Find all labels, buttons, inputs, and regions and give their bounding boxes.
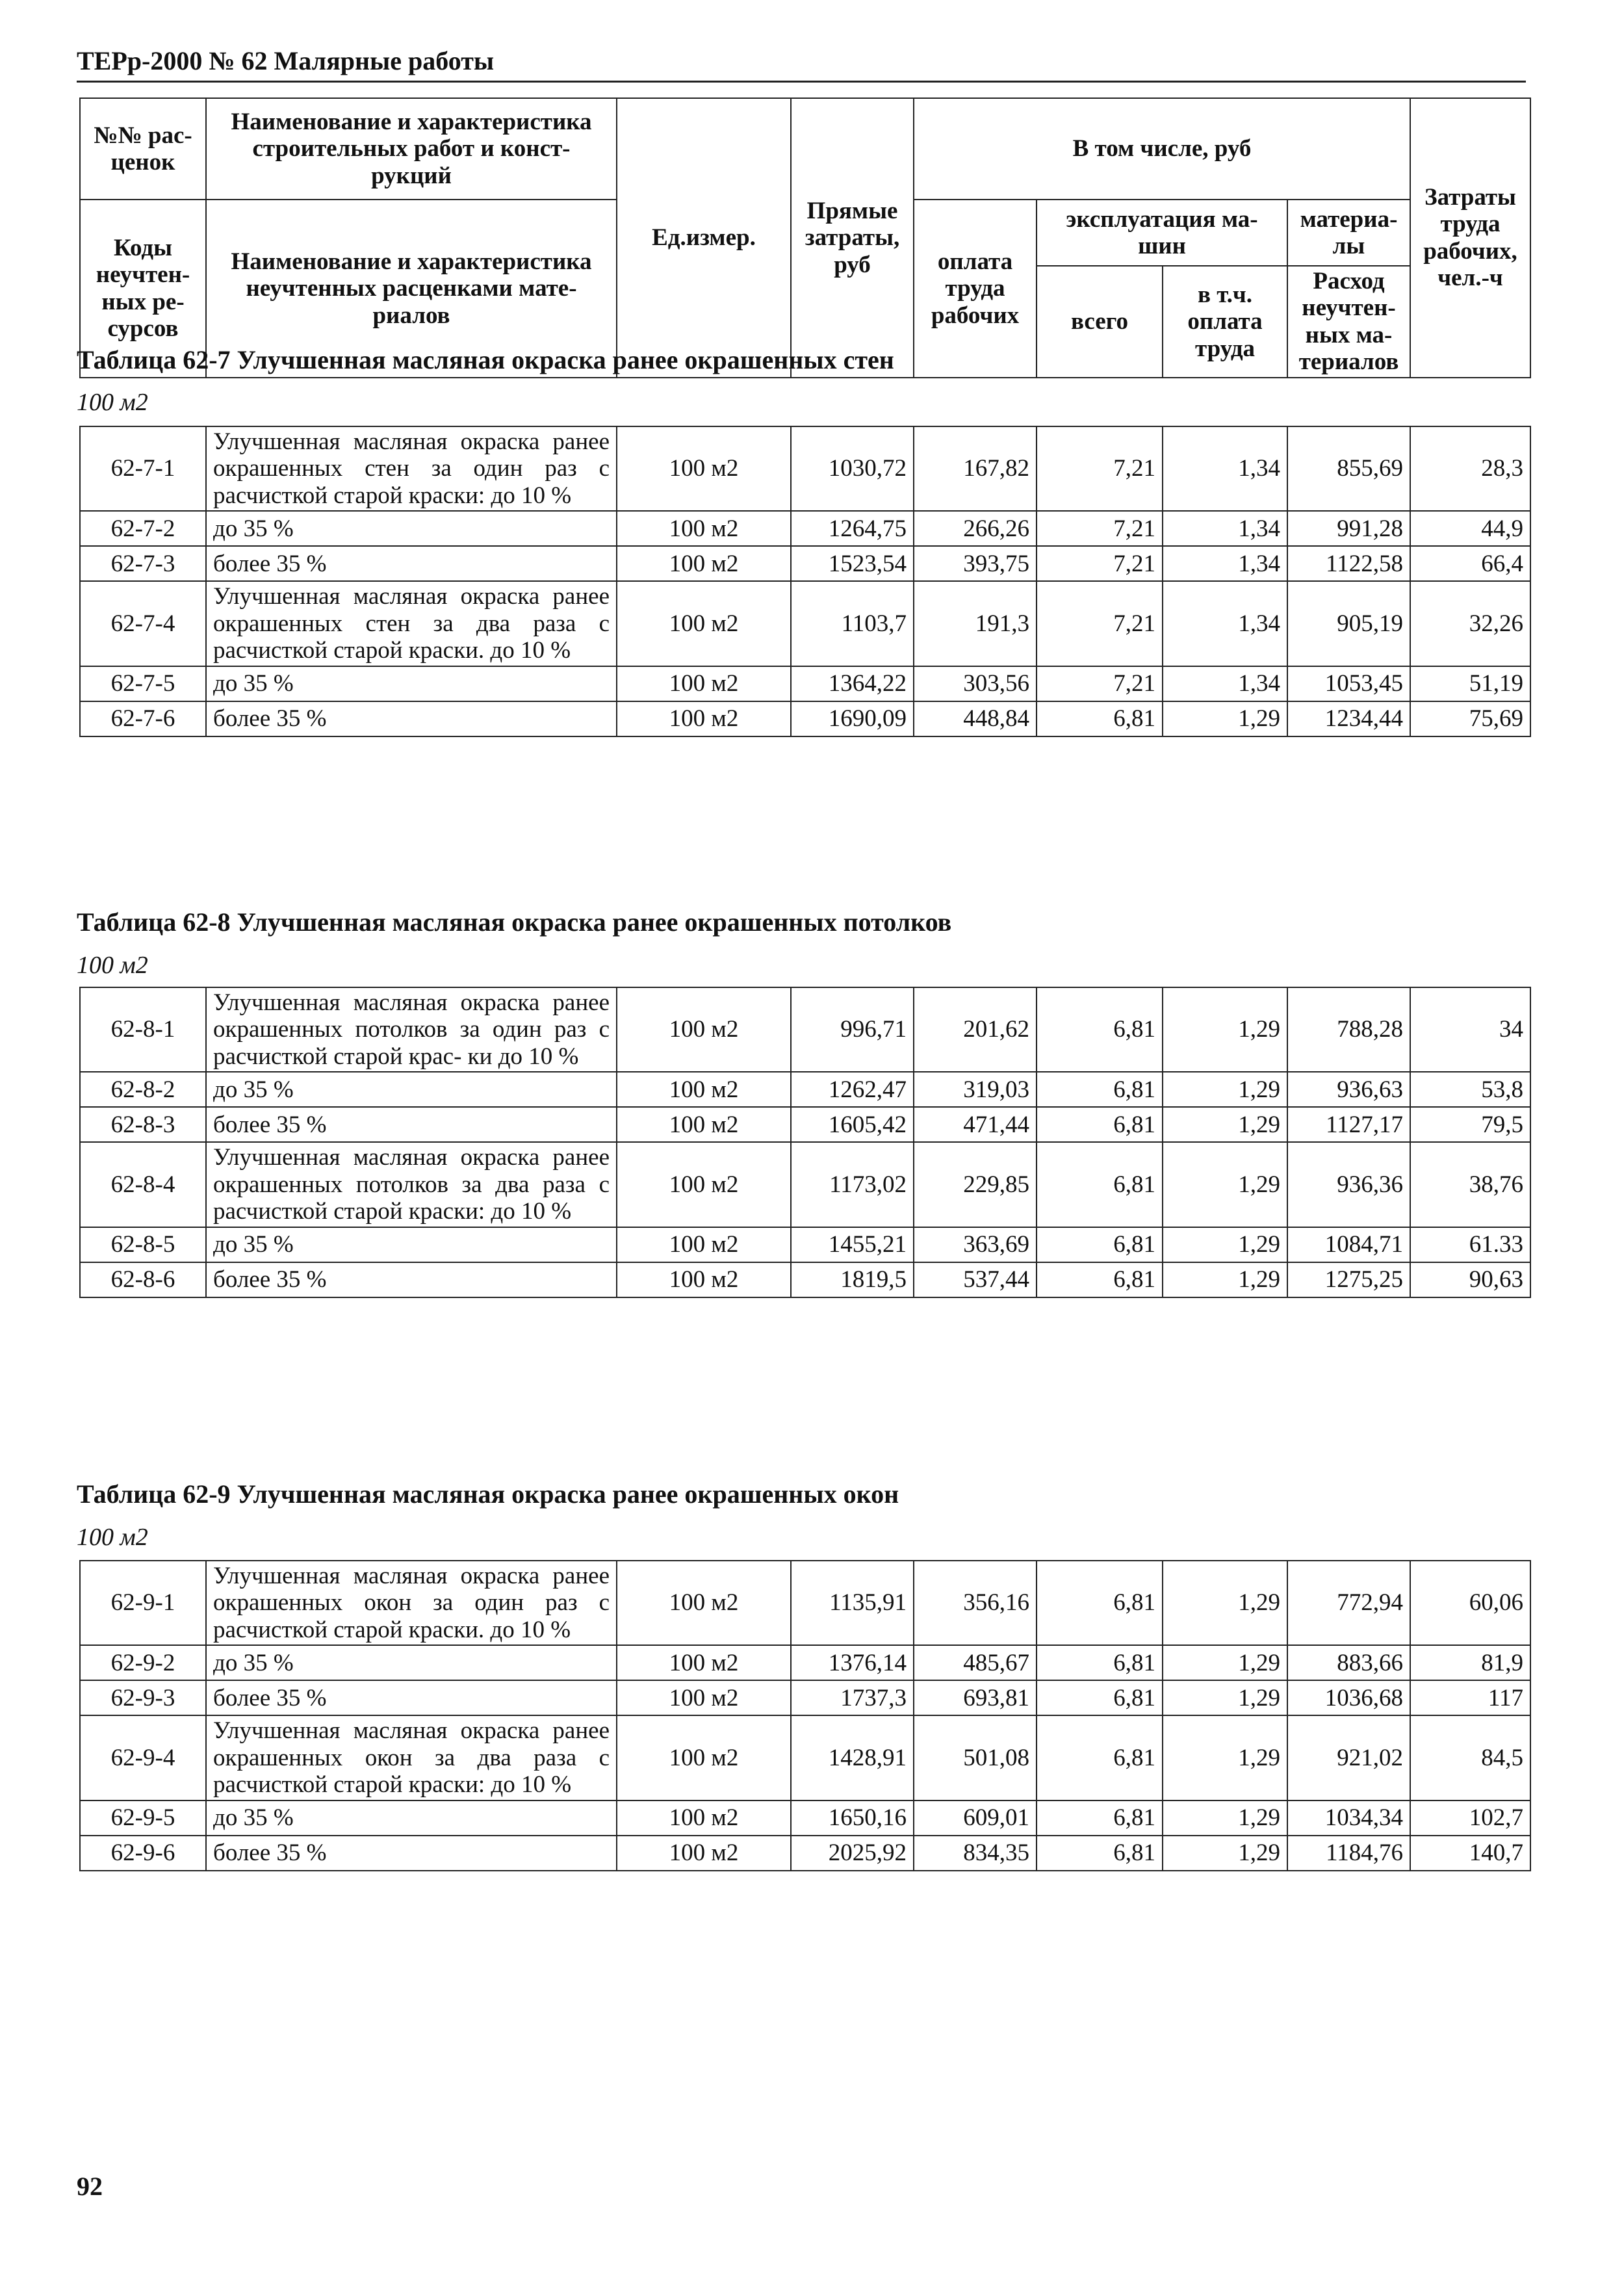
labor-hours: 90,63: [1410, 1262, 1530, 1297]
materials-cost: 936,36: [1287, 1142, 1410, 1227]
direct-cost: 1103,7: [791, 581, 914, 666]
hdr-direct: Прямые затраты, руб: [791, 98, 914, 378]
rate-name: Улучшенная масляная окраска ранее окрашенных окон за два раза с расчисткой старой краски: до 10 %: [206, 1715, 617, 1800]
machines-cost: 6,81: [1037, 1645, 1163, 1680]
rate-unit: 100 м2: [617, 581, 791, 666]
rate-unit: 100 м2: [617, 546, 791, 581]
direct-cost: 1523,54: [791, 546, 914, 581]
hdr-machines-labor: в т.ч. оплата труда: [1163, 266, 1287, 378]
hdr-labor-pay: оплата труда рабочих: [914, 200, 1037, 378]
hdr-unit: Ед.измер.: [617, 98, 791, 378]
materials-cost: 1053,45: [1287, 666, 1410, 701]
rate-unit: 100 м2: [617, 426, 791, 511]
rate-unit: 100 м2: [617, 987, 791, 1072]
rate-code: 62-7-1: [80, 426, 206, 511]
machines-cost: 6,81: [1037, 987, 1163, 1072]
table-62-9: [79, 1560, 1531, 1871]
table-row: [80, 1142, 1530, 1227]
table-row: [80, 1800, 1530, 1836]
rate-code: 62-8-5: [80, 1227, 206, 1262]
machines-labor-cost: 1,34: [1163, 426, 1287, 511]
table-row: [80, 1107, 1530, 1142]
rate-unit: 100 м2: [617, 511, 791, 546]
hdr-materials: материа- лы: [1287, 200, 1410, 266]
direct-cost: 1264,75: [791, 511, 914, 546]
labor-hours: 102,7: [1410, 1800, 1530, 1836]
hdr-machines-total: всего: [1037, 266, 1163, 378]
labor-hours: 32,26: [1410, 581, 1530, 666]
table-row: [80, 511, 1530, 546]
machines-labor-cost: 1,29: [1163, 1262, 1287, 1297]
rate-name: Улучшенная масляная окраска ранее окрашенных стен за один раз с расчисткой старой краски: до 10 %: [206, 426, 617, 511]
labor-cost: 363,69: [914, 1227, 1037, 1262]
rate-code: 62-7-2: [80, 511, 206, 546]
table-row: [80, 1645, 1530, 1680]
labor-hours: 84,5: [1410, 1715, 1530, 1800]
direct-cost: 1262,47: [791, 1072, 914, 1107]
machines-labor-cost: 1,29: [1163, 1645, 1287, 1680]
machines-labor-cost: 1,29: [1163, 987, 1287, 1072]
rate-name: более 35 %: [206, 1680, 617, 1715]
rate-name: более 35 %: [206, 1836, 617, 1871]
direct-cost: 1455,21: [791, 1227, 914, 1262]
page-number: 92: [77, 2172, 103, 2201]
machines-cost: 6,81: [1037, 1561, 1163, 1645]
labor-hours: 44,9: [1410, 511, 1530, 546]
materials-cost: 883,66: [1287, 1645, 1410, 1680]
materials-cost: 1184,76: [1287, 1836, 1410, 1871]
labor-cost: 303,56: [914, 666, 1037, 701]
machines-cost: 7,21: [1037, 581, 1163, 666]
machines-cost: 6,81: [1037, 1142, 1163, 1227]
table-row: [80, 1262, 1530, 1297]
rate-code: 62-7-4: [80, 581, 206, 666]
machines-cost: 6,81: [1037, 1262, 1163, 1297]
rate-code: 62-7-5: [80, 666, 206, 701]
table-62-7-title: Таблица 62-7 Улучшенная масляная окраска ранее окрашенных стен: [77, 345, 894, 374]
rate-name: более 35 %: [206, 1107, 617, 1142]
hdr-name: Наименование и характеристика строительных работ и конст- рукций: [206, 98, 617, 200]
machines-cost: 6,81: [1037, 1227, 1163, 1262]
direct-cost: 1030,72: [791, 426, 914, 511]
rate-code: 62-9-4: [80, 1715, 206, 1800]
rate-unit: 100 м2: [617, 701, 791, 736]
labor-cost: 693,81: [914, 1680, 1037, 1715]
table-row: [80, 987, 1530, 1072]
machines-cost: 6,81: [1037, 1715, 1163, 1800]
machines-labor-cost: 1,29: [1163, 1107, 1287, 1142]
rate-unit: 100 м2: [617, 1227, 791, 1262]
table-row: [80, 1836, 1530, 1871]
labor-cost: 319,03: [914, 1072, 1037, 1107]
materials-cost: 1275,25: [1287, 1262, 1410, 1297]
column-header-table: [79, 98, 1531, 378]
rate-name: Улучшенная масляная окраска ранее окрашенных потолков за один раз с расчисткой старой крас- ки до 10 %: [206, 987, 617, 1072]
labor-cost: 191,3: [914, 581, 1037, 666]
rate-unit: 100 м2: [617, 1800, 791, 1836]
rate-unit: 100 м2: [617, 1680, 791, 1715]
rate-code: 62-8-1: [80, 987, 206, 1072]
rate-unit: 100 м2: [617, 1142, 791, 1227]
hdr-labor-hours: Затраты труда рабочих, чел.-ч: [1410, 98, 1530, 378]
direct-cost: 1819,5: [791, 1262, 914, 1297]
labor-hours: 34: [1410, 987, 1530, 1072]
direct-cost: 2025,92: [791, 1836, 914, 1871]
labor-hours: 75,69: [1410, 701, 1530, 736]
labor-hours: 117: [1410, 1680, 1530, 1715]
rate-unit: 100 м2: [617, 1561, 791, 1645]
machines-labor-cost: 1,29: [1163, 1836, 1287, 1871]
rate-code: 62-7-6: [80, 701, 206, 736]
direct-cost: 996,71: [791, 987, 914, 1072]
labor-cost: 501,08: [914, 1715, 1037, 1800]
direct-cost: 1428,91: [791, 1715, 914, 1800]
hdr-including: В том числе, руб: [914, 98, 1410, 200]
machines-cost: 6,81: [1037, 1800, 1163, 1836]
labor-hours: 79,5: [1410, 1107, 1530, 1142]
rate-unit: 100 м2: [617, 1072, 791, 1107]
labor-hours: 81,9: [1410, 1645, 1530, 1680]
machines-cost: 6,81: [1037, 1836, 1163, 1871]
table-row: [80, 1227, 1530, 1262]
rate-unit: 100 м2: [617, 1107, 791, 1142]
labor-hours: 66,4: [1410, 546, 1530, 581]
rate-name: более 35 %: [206, 546, 617, 581]
table-62-8: [79, 987, 1531, 1298]
table-62-7: [79, 426, 1531, 737]
materials-cost: 1127,17: [1287, 1107, 1410, 1142]
rate-code: 62-9-6: [80, 1836, 206, 1871]
machines-cost: 7,21: [1037, 426, 1163, 511]
materials-cost: 921,02: [1287, 1715, 1410, 1800]
rate-code: 62-8-6: [80, 1262, 206, 1297]
materials-cost: 1122,58: [1287, 546, 1410, 581]
rate-name: более 35 %: [206, 701, 617, 736]
table-row: [80, 701, 1530, 736]
machines-cost: 6,81: [1037, 1072, 1163, 1107]
labor-hours: 60,06: [1410, 1561, 1530, 1645]
table-row: [80, 1561, 1530, 1645]
rate-name: до 35 %: [206, 1645, 617, 1680]
machines-labor-cost: 1,29: [1163, 701, 1287, 736]
labor-cost: 609,01: [914, 1800, 1037, 1836]
table-row: [80, 1680, 1530, 1715]
rate-unit: 100 м2: [617, 1836, 791, 1871]
direct-cost: 1173,02: [791, 1142, 914, 1227]
materials-cost: 905,19: [1287, 581, 1410, 666]
labor-cost: 393,75: [914, 546, 1037, 581]
materials-cost: 772,94: [1287, 1561, 1410, 1645]
direct-cost: 1135,91: [791, 1561, 914, 1645]
rate-unit: 100 м2: [617, 1262, 791, 1297]
labor-hours: 53,8: [1410, 1072, 1530, 1107]
header-divider: [77, 81, 1526, 83]
labor-hours: 61.33: [1410, 1227, 1530, 1262]
table-row: [80, 1072, 1530, 1107]
materials-cost: 855,69: [1287, 426, 1410, 511]
table-62-9-unit: 100 м2: [77, 1524, 148, 1551]
rate-name: до 35 %: [206, 666, 617, 701]
table-62-8-unit: 100 м2: [77, 952, 148, 979]
labor-hours: 28,3: [1410, 426, 1530, 511]
hdr-materials-unaccounted: Расход неучтен- ных ма- териалов: [1287, 266, 1410, 378]
machines-cost: 7,21: [1037, 546, 1163, 581]
materials-cost: 1234,44: [1287, 701, 1410, 736]
labor-cost: 537,44: [914, 1262, 1037, 1297]
machines-labor-cost: 1,34: [1163, 581, 1287, 666]
direct-cost: 1605,42: [791, 1107, 914, 1142]
machines-cost: 7,21: [1037, 511, 1163, 546]
materials-cost: 1036,68: [1287, 1680, 1410, 1715]
table-row: [80, 426, 1530, 511]
rate-name: более 35 %: [206, 1262, 617, 1297]
rate-code: 62-8-4: [80, 1142, 206, 1227]
rate-name: до 35 %: [206, 1800, 617, 1836]
hdr-codes: Коды неучтен- ных ре- сурсов: [80, 200, 206, 378]
rate-code: 62-9-1: [80, 1561, 206, 1645]
machines-cost: 6,81: [1037, 1107, 1163, 1142]
machines-labor-cost: 1,29: [1163, 1561, 1287, 1645]
hdr-name-materials: Наименование и характеристика неучтенных расценками мате- риалов: [206, 200, 617, 378]
labor-hours: 140,7: [1410, 1836, 1530, 1871]
rate-unit: 100 м2: [617, 666, 791, 701]
direct-cost: 1737,3: [791, 1680, 914, 1715]
machines-labor-cost: 1,29: [1163, 1680, 1287, 1715]
labor-cost: 229,85: [914, 1142, 1037, 1227]
rate-unit: 100 м2: [617, 1715, 791, 1800]
table-row: [80, 546, 1530, 581]
direct-cost: 1650,16: [791, 1800, 914, 1836]
materials-cost: 991,28: [1287, 511, 1410, 546]
materials-cost: 788,28: [1287, 987, 1410, 1072]
table-row: [80, 581, 1530, 666]
materials-cost: 1034,34: [1287, 1800, 1410, 1836]
machines-cost: 7,21: [1037, 666, 1163, 701]
rate-code: 62-9-5: [80, 1800, 206, 1836]
page-header-title: ТЕРр-2000 № 62 Малярные работы: [77, 46, 495, 75]
rate-unit: 100 м2: [617, 1645, 791, 1680]
direct-cost: 1364,22: [791, 666, 914, 701]
labor-cost: 834,35: [914, 1836, 1037, 1871]
machines-labor-cost: 1,34: [1163, 511, 1287, 546]
table-row: [80, 666, 1530, 701]
machines-labor-cost: 1,29: [1163, 1715, 1287, 1800]
rate-name: Улучшенная масляная окраска ранее окрашенных стен за два раза с расчисткой старой краски. до 10 %: [206, 581, 617, 666]
materials-cost: 936,63: [1287, 1072, 1410, 1107]
machines-labor-cost: 1,34: [1163, 666, 1287, 701]
materials-cost: 1084,71: [1287, 1227, 1410, 1262]
machines-labor-cost: 1,29: [1163, 1227, 1287, 1262]
rate-code: 62-8-3: [80, 1107, 206, 1142]
rate-code: 62-7-3: [80, 546, 206, 581]
labor-hours: 38,76: [1410, 1142, 1530, 1227]
rate-code: 62-9-2: [80, 1645, 206, 1680]
table-62-7-unit: 100 м2: [77, 389, 148, 416]
direct-cost: 1690,09: [791, 701, 914, 736]
machines-labor-cost: 1,34: [1163, 546, 1287, 581]
rate-code: 62-9-3: [80, 1680, 206, 1715]
direct-cost: 1376,14: [791, 1645, 914, 1680]
machines-labor-cost: 1,29: [1163, 1072, 1287, 1107]
labor-cost: 356,16: [914, 1561, 1037, 1645]
rate-name: до 35 %: [206, 511, 617, 546]
labor-cost: 471,44: [914, 1107, 1037, 1142]
rate-name: до 35 %: [206, 1072, 617, 1107]
labor-hours: 51,19: [1410, 666, 1530, 701]
rate-name: Улучшенная масляная окраска ранее окрашенных окон за один раз с расчисткой старой краски. до 10 %: [206, 1561, 617, 1645]
labor-cost: 266,26: [914, 511, 1037, 546]
machines-cost: 6,81: [1037, 1680, 1163, 1715]
table-row: [80, 1715, 1530, 1800]
machines-labor-cost: 1,29: [1163, 1800, 1287, 1836]
labor-cost: 448,84: [914, 701, 1037, 736]
rate-name: до 35 %: [206, 1227, 617, 1262]
labor-cost: 485,67: [914, 1645, 1037, 1680]
rate-name: Улучшенная масляная окраска ранее окрашенных потолков за два раза с расчисткой старой краски: до 10 %: [206, 1142, 617, 1227]
rate-code: 62-8-2: [80, 1072, 206, 1107]
machines-labor-cost: 1,29: [1163, 1142, 1287, 1227]
table-62-8-title: Таблица 62-8 Улучшенная масляная окраска ранее окрашенных потолков: [77, 907, 952, 937]
hdr-number: №№ рас- ценок: [80, 98, 206, 200]
hdr-machines: эксплуатация ма- шин: [1037, 200, 1287, 266]
labor-cost: 201,62: [914, 987, 1037, 1072]
table-62-9-title: Таблица 62-9 Улучшенная масляная окраска ранее окрашенных окон: [77, 1479, 899, 1509]
machines-cost: 6,81: [1037, 701, 1163, 736]
labor-cost: 167,82: [914, 426, 1037, 511]
